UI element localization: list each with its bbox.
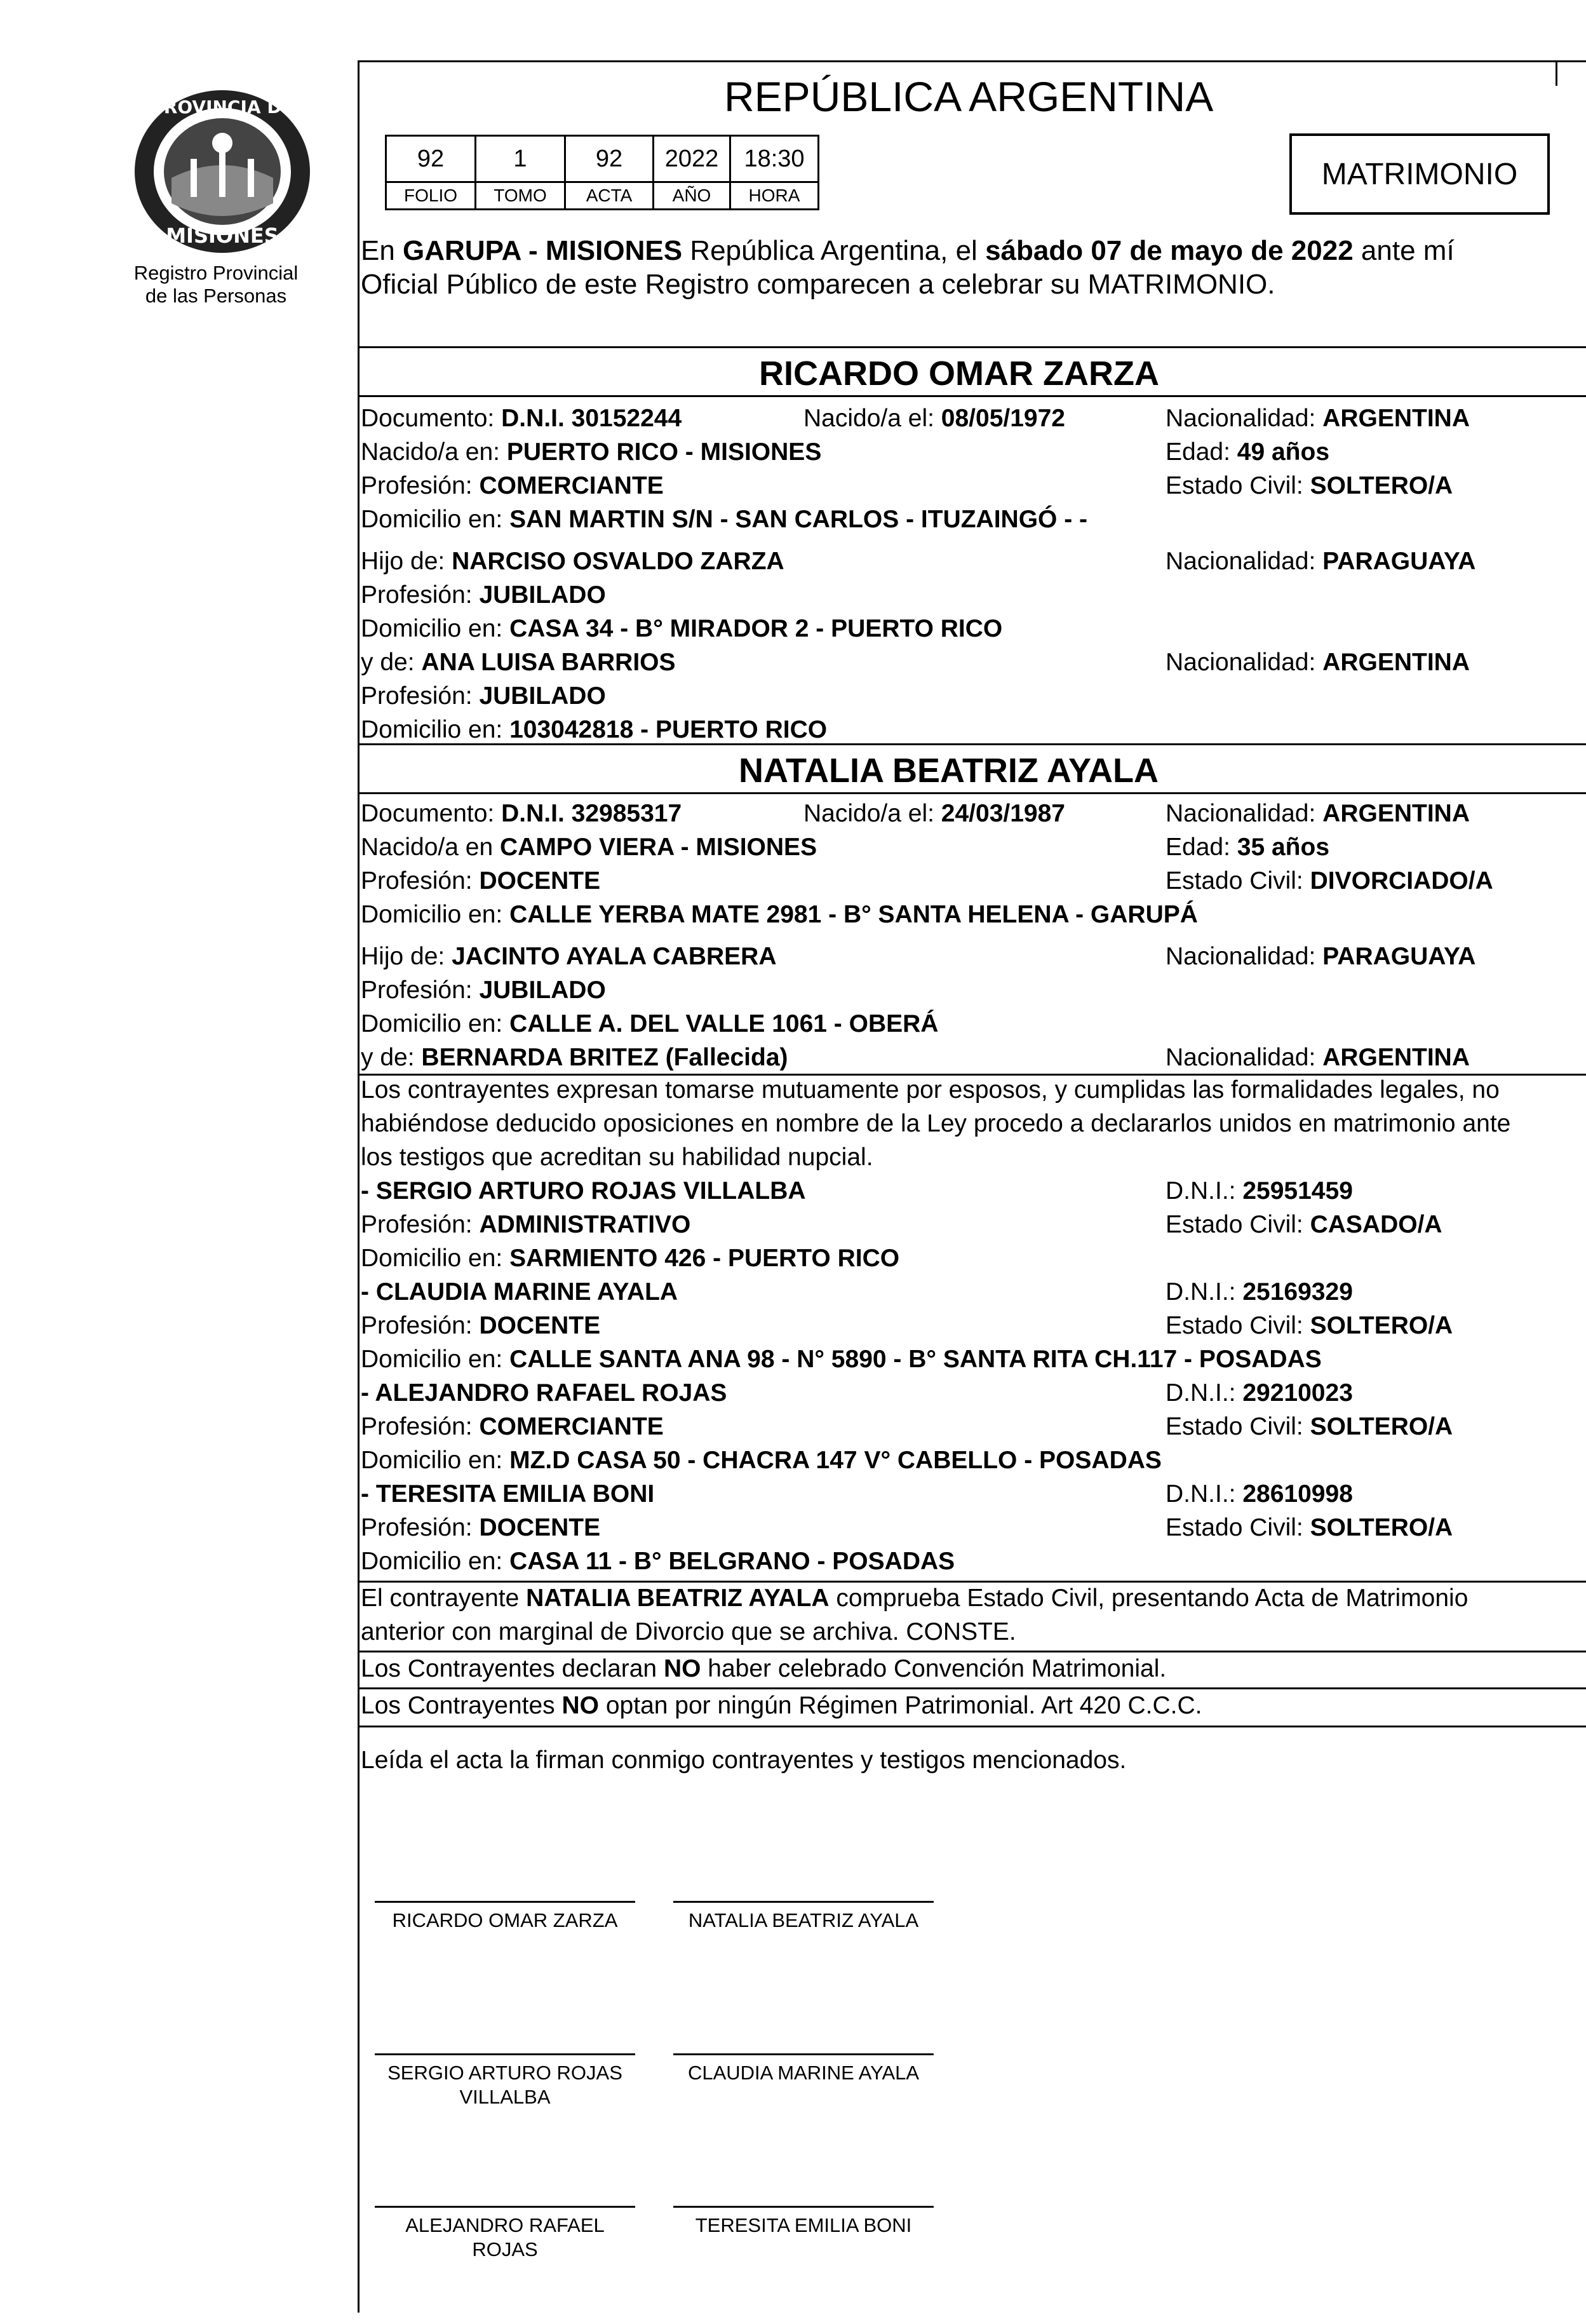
witness-4-dni: D.N.I.: 28610998: [1166, 1480, 1353, 1508]
spouse1-nationality: Nacionalidad: ARGENTINA: [1166, 405, 1470, 432]
divider: [358, 395, 1586, 397]
signature-line: [375, 1901, 635, 1903]
document-title: REPÚBLICA ARGENTINA: [724, 73, 1214, 120]
witness-3-address: Domicilio en: MZ.D CASA 50 - CHACRA 147 V° CABELLO - POSADAS: [361, 1447, 1162, 1474]
signature-sergio: SERGIO ARTURO ROJAS VILLALBA: [387, 2062, 622, 2108]
hora-label: HORA: [730, 182, 819, 210]
spouse1-mother-nationality: Nacionalidad: ARGENTINA: [1166, 649, 1470, 676]
spouse2-birthplace: Nacido/a en CAMPO VIERA - MISIONES: [361, 834, 817, 861]
witness-3-civil-status: Estado Civil: SOLTERO/A: [1166, 1413, 1453, 1440]
spouse1-name: RICARDO OMAR ZARZA: [759, 355, 1159, 393]
declaration-line-2: habiéndose deducido oposiciones en nombre de la Ley procedo a declararlos unidos en matrimonio ante: [361, 1110, 1511, 1137]
spouse2-father-nationality: Nacionalidad: PARAGUAYA: [1166, 943, 1476, 970]
intro-line-1: En GARUPA - MISIONES República Argentina, el sábado 07 de mayo de 2022 ante mí: [361, 235, 1455, 266]
signature-line: [673, 2053, 934, 2055]
top-border: [358, 60, 1586, 62]
spouse1-mother: y de: ANA LUISA BARRIOS: [361, 649, 676, 676]
witness-1-name: - SERGIO ARTURO ROJAS VILLALBA: [361, 1177, 806, 1205]
hora-value: 18:30: [730, 136, 819, 182]
witness-2-dni: D.N.I.: 25169329: [1166, 1278, 1353, 1306]
divider: [358, 1581, 1586, 1583]
spouse1-document: Documento: D.N.I. 30152244: [361, 405, 682, 432]
signature-claudia: CLAUDIA MARINE AYALA: [687, 2062, 920, 2084]
civil-status-note-line-2: anterior con marginal de Divorcio que se archiva. CONSTE.: [361, 1618, 1016, 1645]
witness-1-dni: D.N.I.: 25951459: [1166, 1177, 1353, 1205]
signature-natalia: NATALIA BEATRIZ AYALA: [688, 1909, 919, 1931]
witness-1-civil-status: Estado Civil: CASADO/A: [1166, 1211, 1442, 1238]
declaration-line-3: los testigos que acreditan su habilidad nupcial.: [361, 1144, 873, 1171]
spouse2-nationality: Nacionalidad: ARGENTINA: [1166, 800, 1470, 827]
witness-3-name: - ALEJANDRO RAFAEL ROJAS: [361, 1379, 727, 1407]
spouse2-age: Edad: 35 años: [1166, 834, 1330, 861]
signature-ricardo: RICARDO OMAR ZARZA: [392, 1909, 618, 1931]
spouse2-address: Domicilio en: CALLE YERBA MATE 2981 - B° SANTA HELENA - GARUPÁ: [361, 901, 1198, 928]
folio-label: FOLIO: [386, 182, 476, 210]
regime-note: Los Contrayentes NO optan por ningún Régimen Patrimonial. Art 420 C.C.C.: [361, 1692, 1202, 1719]
spouse2-mother: y de: BERNARDA BRITEZ (Fallecida): [361, 1044, 788, 1071]
signature-line: [673, 1901, 934, 1903]
spouse1-father: Hijo de: NARCISO OSVALDO ZARZA: [361, 548, 784, 575]
acta-label: ACTA: [565, 182, 654, 210]
spouse2-name: NATALIA BEATRIZ AYALA: [739, 752, 1159, 790]
anio-label: AÑO: [654, 182, 730, 210]
spouse2-father-address: Domicilio en: CALLE A. DEL VALLE 1061 - OBERÁ: [361, 1010, 939, 1037]
witness-4-profession: Profesión: DOCENTE: [361, 1514, 601, 1541]
convention-note: Los Contrayentes declaran NO haber celebrado Convención Matrimonial.: [361, 1655, 1167, 1682]
declaration-line-1: Los contrayentes expresan tomarse mutuamente por esposos, y cumplidas las formalidades legales, no: [361, 1076, 1500, 1104]
registry-caption: Registro Provincial de las Personas: [133, 262, 299, 307]
spouse1-birthdate: Nacido/a el: 08/05/1972: [803, 405, 1065, 432]
spouse1-age: Edad: 49 años: [1166, 438, 1330, 466]
registry-seal: [127, 83, 318, 267]
seal-text-top: PROVINCIA DE: [151, 97, 294, 118]
witness-2-address: Domicilio en: CALLE SANTA ANA 98 - N° 5890 - B° SANTA RITA CH.117 - POSADAS: [361, 1346, 1322, 1373]
left-border: [358, 60, 360, 2313]
witness-1-address: Domicilio en: SARMIENTO 426 - PUERTO RICO: [361, 1245, 900, 1272]
spouse2-document: Documento: D.N.I. 32985317: [361, 800, 682, 827]
witness-1-profession: Profesión: ADMINISTRATIVO: [361, 1211, 691, 1238]
spouse1-address: Domicilio en: SAN MARTIN S/N - SAN CARLOS - ITUZAINGÓ - -: [361, 506, 1088, 533]
spouse1-profession: Profesión: COMERCIANTE: [361, 472, 664, 499]
spouse1-father-nationality: Nacionalidad: PARAGUAYA: [1166, 548, 1476, 575]
witness-4-civil-status: Estado Civil: SOLTERO/A: [1166, 1514, 1453, 1541]
witness-4-address: Domicilio en: CASA 11 - B° BELGRANO - POSADAS: [361, 1548, 955, 1575]
spouse2-father: Hijo de: JACINTO AYALA CABRERA: [361, 943, 777, 970]
signature-teresita: TERESITA EMILIA BONI: [695, 2214, 912, 2236]
divider: [358, 792, 1586, 794]
act-type-box: MATRIMONIO: [1289, 133, 1550, 215]
spouse1-mother-address: Domicilio en: 103042818 - PUERTO RICO: [361, 716, 828, 743]
signature-line: [673, 2206, 934, 2208]
divider: [358, 743, 1586, 745]
tomo-value: 1: [476, 136, 565, 182]
seal-text-bottom: MISIONES: [166, 224, 279, 248]
witness-2-civil-status: Estado Civil: SOLTERO/A: [1166, 1312, 1453, 1339]
acta-value: 92: [565, 136, 654, 182]
spouse2-mother-nationality: Nacionalidad: ARGENTINA: [1166, 1044, 1470, 1071]
intro-line-2: Oficial Público de este Registro comparecen a celebrar su MATRIMONIO.: [361, 269, 1275, 300]
spouse1-civil-status: Estado Civil: SOLTERO/A: [1166, 472, 1453, 499]
spouse2-father-profession: Profesión: JUBILADO: [361, 976, 606, 1004]
closing-statement: Leída el acta la firman conmigo contrayentes y testigos mencionados.: [361, 1746, 1127, 1774]
spouse1-father-address: Domicilio en: CASA 34 - B° MIRADOR 2 - PUERTO RICO: [361, 615, 1003, 642]
registry-index-table: [385, 135, 819, 210]
witness-3-dni: D.N.I.: 29210023: [1166, 1379, 1353, 1407]
divider: [358, 1687, 1586, 1689]
signature-alejandro: ALEJANDRO RAFAEL ROJAS: [405, 2214, 605, 2260]
spouse2-civil-status: Estado Civil: DIVORCIADO/A: [1166, 867, 1493, 895]
signature-line: [375, 2206, 635, 2208]
witness-2-profession: Profesión: DOCENTE: [361, 1312, 601, 1339]
divider: [358, 1651, 1586, 1652]
spouse2-profession: Profesión: DOCENTE: [361, 867, 601, 895]
witness-3-profession: Profesión: COMERCIANTE: [361, 1413, 664, 1440]
divider: [358, 1726, 1586, 1727]
spouse1-mother-profession: Profesión: JUBILADO: [361, 682, 606, 710]
header-right-tick: [1556, 60, 1557, 86]
witness-2-name: - CLAUDIA MARINE AYALA: [361, 1278, 678, 1306]
spouse1-father-profession: Profesión: JUBILADO: [361, 581, 606, 609]
anio-value: 2022: [654, 136, 730, 182]
divider: [358, 346, 1586, 348]
witness-4-name: - TERESITA EMILIA BONI: [361, 1480, 655, 1508]
civil-status-note-line-1: El contrayente NATALIA BEATRIZ AYALA comprueba Estado Civil, presentando Acta de Matrimonio: [361, 1584, 1468, 1612]
signature-line: [375, 2053, 635, 2055]
tomo-label: TOMO: [476, 182, 565, 210]
spouse1-birthplace: Nacido/a en: PUERTO RICO - MISIONES: [361, 438, 822, 466]
spouse2-birthdate: Nacido/a el: 24/03/1987: [803, 800, 1065, 827]
folio-value: 92: [386, 136, 476, 182]
